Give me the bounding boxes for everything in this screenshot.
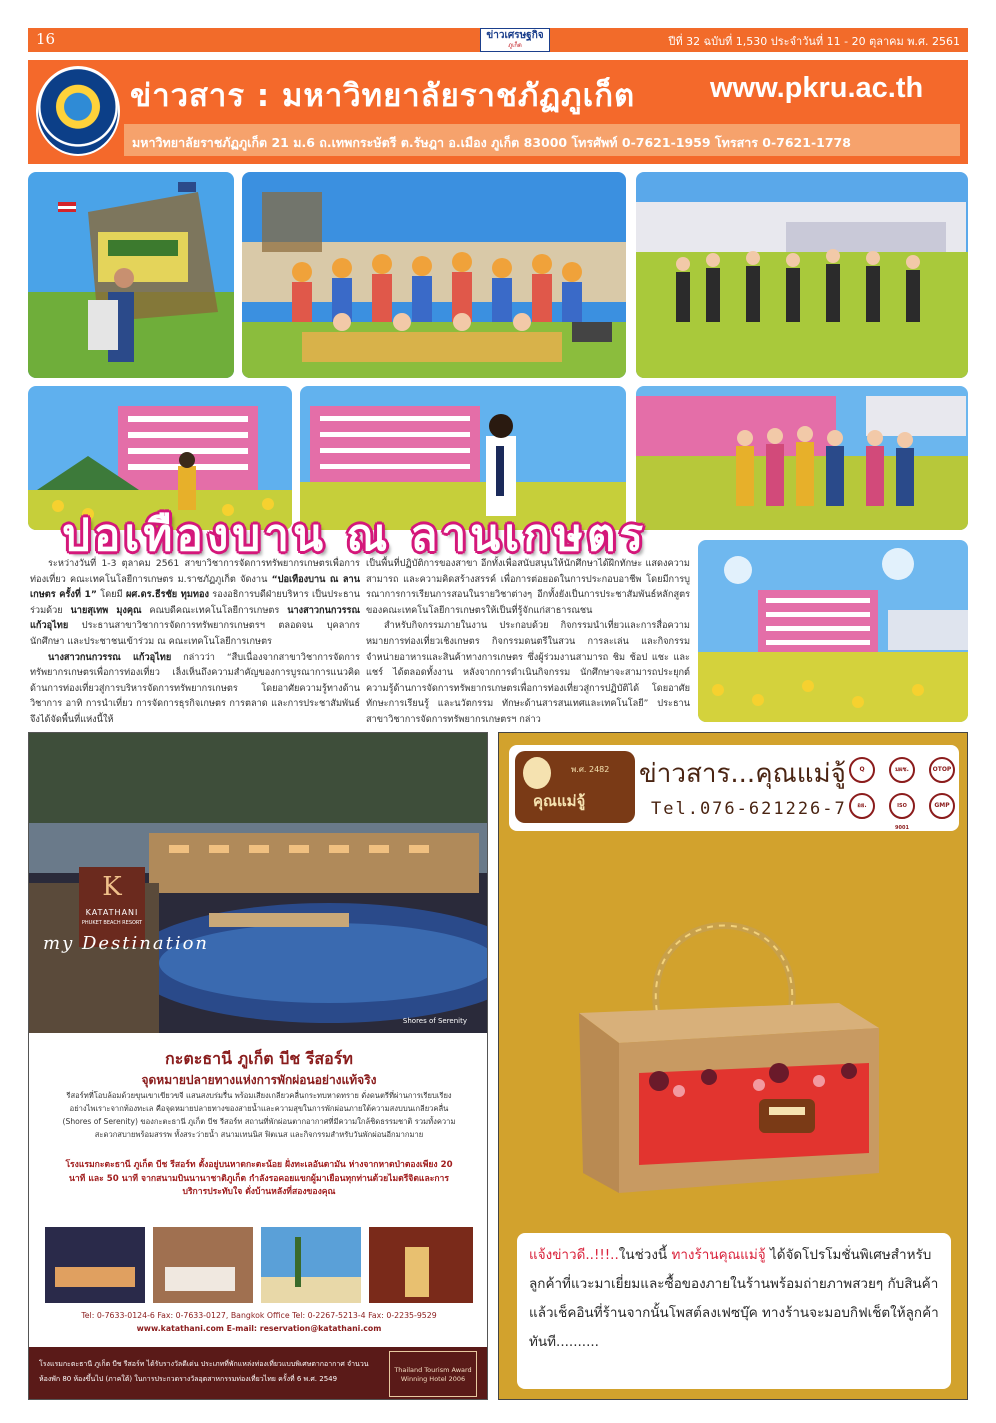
khunmaeju-logo <box>515 751 635 823</box>
resort-thumbnail-strip <box>45 1227 473 1303</box>
otop-badge-icon: OTOP <box>929 757 955 783</box>
person-name: นายสุเทพ มุงคุณ <box>70 604 142 616</box>
khunmaeju-header <box>509 745 959 831</box>
resort-subtitle: จุดหมายปลายทางแห่งการพักผ่อนอย่างแท้จริง <box>141 1073 377 1087</box>
katathani-logo-name: KATATHANI <box>85 908 139 917</box>
photo-field-group <box>636 172 968 378</box>
article-paragraph-3: เป็นพื้นที่ปฏิบัติการของสาขา อีกทั้งเพื่อสนับสนุนให้นักศึกษาได้ฝึกทักษะ แสดงความสามารถ และความคิดสร้างสรรค์ เพื่อการต่อยอดในการประกอบอาชีพ โดยมีการบูรณาการการเรียนการสอนในรายวิชาต่างๆ อีกทั้งยังเป็นการประชาสัมพันธ์หลักสูตรของคณะเทคโนโลยีการเกษตรให้เป็นที่รู้จักแก่สาธารณชน <box>366 558 690 616</box>
promotion-message-box <box>517 1233 951 1389</box>
khunmaeju-phone[interactable]: Tel.076-621226-7 <box>651 799 847 819</box>
resort-location-highlight: โรงแรมกะตะธานี ภูเก็ต บีช รีสอร์ท ตั้งอยู่บนหาดกะตะน้อย ฝั่งทะเลอันดามัน ห่างจากหาดป่าตองเพียง 20 นาที และ 50 นาที จากสนามบินนานาชาติภูเก็ต กำลังรอคอยแขกผู้มาเยือนทุกท่านด้วยไมตรีจิตและการบริการประทับใจ ดั่งบ้านหลังที่สองของคุณ <box>65 1160 453 1198</box>
promotion-text-part: ได้จัดโปรโมชั่นพิเศษสำหรับลูกค้าที่แวะมาเยี่ยมและซื้อของภายในร้านพร้อมถ่ายภาพสวยๆ กับสินค้าแล้วเช็คอินที่ร้านจากนั้นโพสต์ลงเฟซบุ๊ค ทางร้านจะมอบกิฟเช็ตให้ลูกค้าทันที.......... <box>529 1247 939 1350</box>
katathani-resort-ad[interactable] <box>28 732 488 1400</box>
article-text: คณบดีคณะเทคโนโลยีการเกษตร <box>141 604 288 616</box>
person-name: ผศ.ดร.ธีรชัย ทุมทอง <box>125 589 209 601</box>
event-name: “ปอเทืองบาน ณ ลานเกษตร ครั้งที่ 1” <box>30 573 360 601</box>
article-column-2 <box>366 556 690 728</box>
award-footer <box>29 1347 488 1400</box>
logo-year: พ.ศ. 2482 <box>571 765 610 774</box>
masthead-name: ข่าวเศรษฐกิจ <box>486 30 544 41</box>
photo-hijab-group <box>636 386 968 530</box>
article-text: กล่าวว่า “สืบเนื่องจากสาขาวิชาการจัดการทรัพยากรเกษตรเพื่อการท่องเที่ยว เล็งเห็นถึงความสำคัญของการบูรณาการแนวคิดด้านการท่องเที่ยวสู่การบริหารจัดการทรัพยากรเกษตร โดยอาศัยความรู้ทางด้านวิชาการ อาทิ การนำเที่ยว การจัดการธุรกิจเกษตร การตลาด และการประชาสัมพันธ์ จึงได้จัดพื้นที่แห่งนี้ให้ <box>30 651 360 725</box>
photo-building-flowers <box>698 540 968 722</box>
shop-name: ทางร้านคุณแม่จู้ <box>671 1247 766 1263</box>
person-name: นางสาวกนกวรรณ แก้วอุไทย <box>30 604 360 632</box>
khunmaeju-ad[interactable] <box>498 732 968 1400</box>
person-name: นางสาวกนกวรรณ แก้วอุไทย <box>48 651 172 663</box>
gift-box-product-image <box>559 853 889 1203</box>
article-paragraph-1 <box>30 556 360 650</box>
my-destination-script: my Destination <box>43 933 210 954</box>
university-seal-logo <box>36 66 120 156</box>
announcement-lead: แจ้งข่าวดี..!!!.. <box>529 1247 619 1263</box>
article-column-1 <box>30 556 360 728</box>
katathani-logo-sub: PHUKET BEACH RESORT <box>81 920 143 926</box>
university-address: มหาวิทยาลัยราชภัฏภูเก็ต 21 ม.6 ถ.เทพกระษัตรี ต.รัษฎา อ.เมือง ภูเก็ต 83000 โทรศัพท์ 0-7621-1959 โทรสาร 0-7621-1778 <box>132 135 851 150</box>
gmp-badge-icon: GMP <box>929 793 955 819</box>
portrait-icon <box>523 757 551 789</box>
masthead-logo <box>480 28 550 52</box>
tourism-award-badge: Thailand Tourism Award Winning Hotel 2006 <box>389 1351 477 1397</box>
promotion-text-part: ในช่วงนี้ <box>618 1247 672 1263</box>
resort-phone-fax: Tel: 0-7633-0124-6 Fax: 0-7633-0127, Bangkok Office Tel: 0-2267-5213-4 Fax: 0-2235-9529 <box>81 1311 437 1320</box>
award-description: โรงแรมกะตะธานี ภูเก็ต บีช รีสอร์ท ได้รับรางวัลดีเด่น ประเภทที่พักแหล่งท่องเที่ยวแบบพิเศษตากอากาศ จำนวนห้องพัก 80 ห้องขึ้นไป (ภาคใต้) ในการประกวดรางวัลอุตสาหกรรมท่องเที่ยวไทย ครั้งที่ 6 พ.ศ. 2549 <box>39 1360 369 1383</box>
resort-description: รีสอร์ทที่โอบล้อมด้วยขุนเขาเขียวขจี แสนสงบร่มรื่น พร้อมเสียงเกลียวคลื่นกระทบหาดทราย ดั่งดนตรีที่ผ่านการเรียบเรียงอย่างไพเราะจากท้องทะเล คือจุดหมายปลายทางของสายน้ำและความสุขในการพักผ่อนภายใต้ความสงบบนเกลียวคลื่น (Shores of Serenity) ของกะตะธานี ภูเก็ต บีช รีสอร์ท สถานที่พักผ่อนตากอากาศที่มีความใกล้ชิดธรรมชาติ รวมทั้งความสะดวกสบายพร้อมสรรพ ทั้งสระว่ายน้ำ สนามเทนนิส ฟิตเนส และกิจกรรมสำหรับวันพักผ่อนอีกมากมาย <box>62 1091 456 1139</box>
logo-name: คุณแม่จู้ <box>533 792 586 810</box>
page-number: 16 <box>36 30 56 48</box>
resort-contact <box>29 1309 488 1335</box>
certification-badges <box>845 753 957 831</box>
article-text: โดยมี <box>96 589 126 601</box>
top-header-bar <box>28 28 968 52</box>
article-text: รองอธิการบดีฝ่ายบริหาร เป็นประธาน ร่วมด้วย <box>30 589 360 616</box>
community-product-badge-icon: มผช. <box>889 757 915 783</box>
article-text: ประธานสาขาวิชาการจัดการทรัพยากรเกษตรฯ ตลอดจน บุคลากร นักศึกษา และประชาชนเข้าร่วม ณ คณะเทคโนโลยีการเกษตร <box>30 620 360 647</box>
khunmaeju-title: ข่าวสาร...คุณแม่จู้ <box>639 759 846 789</box>
article-text: ระหว่างวันที่ 1-3 ตุลาคม 2561 สาขาวิชาการจัดการทรัพยากรเกษตรเพื่อการท่องเที่ยว คณะเทคโนโลยีการเกษตร ม.ราชภัฏภูเก็ต จัดงาน <box>30 558 360 585</box>
masthead-sub: ภูเก็ต <box>508 42 522 49</box>
resort-web-email[interactable]: www.katathani.com E-mail: reservation@katathani.com <box>136 1324 382 1333</box>
issue-info: ปีที่ 32 ฉบับที่ 1,530 ประจำวันที่ 11 - 20 ตุลาคม พ.ศ. 2561 <box>668 35 960 48</box>
photo-caption: Shores of Serenity <box>402 1017 467 1025</box>
photo-podium-stage <box>28 172 234 378</box>
resort-title: กะตะธานี ภูเก็ต บีช รีสอร์ท <box>165 1049 353 1068</box>
photo-group <box>242 172 626 378</box>
website-url[interactable]: www.pkru.ac.th <box>710 72 924 104</box>
article-paragraph-2 <box>30 650 360 728</box>
banner-title: ข่าวสาร : มหาวิทยาลัยราชภัฏภูเก็ต <box>130 78 636 114</box>
promotion-text <box>529 1241 939 1357</box>
iso-badge-icon: ISO 9001 <box>889 793 915 819</box>
quality-badge-icon: Q <box>849 757 875 783</box>
fda-badge-icon: อย. <box>849 793 875 819</box>
university-banner <box>28 60 968 164</box>
article-headline: ปอเทืองบาน ณ ลานเกษตร <box>62 510 648 561</box>
article-paragraph-4: สำหรับกิจกรรมภายในงาน ประกอบด้วย กิจกรรมนำเที่ยวและการสื่อความหมายการท่องเที่ยวเชิงเกษตร กิจกรรมดนตรีในสวน การละเล่น และกิจกรรมจำหน่ายอาหารและสินค้าทางการเกษตร ซึ่งผู้ร่วมงานสามารถ ชิม ช้อป แชะ และแชร์ ได้ตลอดทั้งงาน หลังจากการดำเนินกิจกรรม นักศึกษาจะสามารถประยุกต์ความรู้ด้านการจัดการทรัพยากรเกษตรเพื่อการท่องเที่ยวสู่การปฏิบัติได้ โดยอาศัยทักษะการเรียนรู้ และนวัตกรรม ทักษะด้านสารสนเทศและเทคโนโลยี” ประธานสาขาวิชาการจัดการทรัพยากรเกษตรฯ กล่าว <box>366 620 690 725</box>
katathani-logo-letter: K <box>102 872 122 902</box>
